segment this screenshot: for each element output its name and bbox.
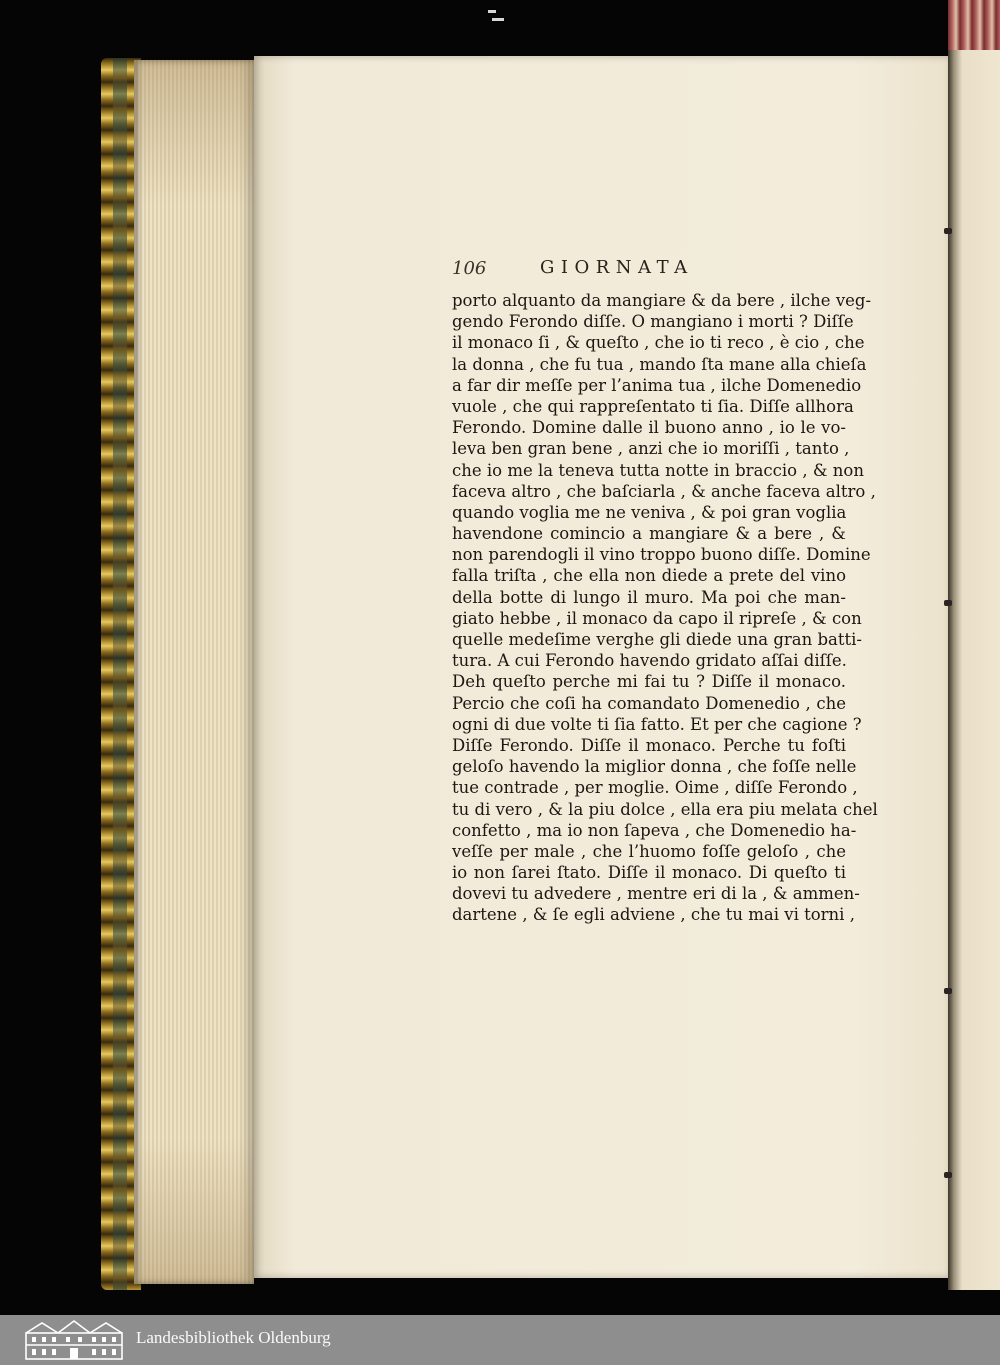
text-line: faceva altro , che baſciarla , & anche faceva altro ,	[452, 481, 876, 501]
text-line: geloſo havendo la miglior donna , che foſſe nelle	[452, 757, 857, 777]
text-line: a far dir meſſe per l’anima tua , ilche Domenedio	[452, 375, 862, 395]
binding-thread	[944, 600, 952, 606]
text-line: quelle medeſime verghe gli diede una gran batti-	[452, 630, 863, 649]
text-line: Percio che coſi ha comandato Domenedio , che	[452, 693, 846, 713]
text-line: vuole , che qui rappreſentato ti ſia. Diſſe allhora	[452, 396, 854, 416]
text-line: confetto , ma io non ſapeva , che Domenedio ha-	[452, 820, 857, 840]
text-line: che io me la teneva tutta notte in braccio , & non	[452, 460, 864, 480]
text-line: giato hebbe , il monaco da capo il ripreſe , & con	[452, 608, 862, 628]
text-line: tue contrade , per moglie. Oime , diſſe Ferondo ,	[452, 778, 858, 798]
text-line: la donna , che fu tua , mando ſta mane alla chieſa	[452, 354, 867, 374]
facing-page-gutter	[948, 50, 1000, 1290]
text-line: Ferondo. Domine dalle il buono anno , io le vo-	[452, 418, 846, 438]
text-line: quando voglia me ne veniva , & poi gran voglia	[452, 502, 847, 522]
headband-cloth	[948, 0, 1000, 52]
binding-thread	[944, 988, 952, 994]
text-line: tura. A cui Ferondo havendo gridato aſſai diſſe.	[452, 651, 847, 671]
institution-name: Landesbibliothek Oldenburg	[136, 1328, 331, 1347]
text-line: non parendogli il vino troppo buono diſſe. Domine	[452, 545, 871, 565]
text-line: dartene , & ſe egli adviene , che tu mai vi torni ,	[452, 905, 855, 925]
text-line: il monaco ſi , & queſto , che io ti reco , è cio , che	[452, 333, 865, 353]
text-line: della botte di lungo il muro. Ma poi che man-	[452, 587, 846, 607]
text-line: Diſſe Ferondo. Diſſe il monaco. Perche tu foſti	[452, 735, 846, 755]
page-text-block	[452, 257, 878, 926]
scan-corner-marks	[488, 8, 518, 28]
text-line: leva ben gran bene , anzi che io moriſſi , tanto ,	[452, 439, 850, 459]
running-head: GIORNATA	[540, 257, 694, 278]
text-line: tu di vero , & la piu dolce , ella era piu melata chel	[452, 799, 878, 819]
body-text	[452, 290, 878, 926]
binding-thread	[944, 1172, 952, 1178]
text-line: havendone comincio a mangiare & a bere , &	[452, 524, 846, 544]
page-number: 106	[452, 258, 487, 279]
text-line: Deh queſto perche mi fai tu ? Diſſe il monaco.	[452, 672, 846, 692]
page-header	[452, 258, 846, 290]
text-line: gendo Ferondo diſſe. O mangiano i morti ? Diſſe	[452, 312, 854, 332]
text-line: io non ſarei ſtato. Diſſe il monaco. Di queſto ti	[452, 863, 846, 883]
text-line: veſſe per male , che l’huomo foſſe geloſo , che	[452, 841, 846, 861]
footer-bar	[0, 1315, 1000, 1365]
library-building-icon	[22, 1319, 126, 1361]
binding-thread	[944, 228, 952, 234]
text-line: porto alquanto da mangiare & da bere , ilche veg-	[452, 291, 872, 310]
text-line: falla triſta , che ella non diede a prete del vino	[452, 566, 846, 586]
text-line: dovevi tu advedere , mentre eri di la , & ammen-	[452, 884, 860, 904]
text-line: ogni di due volte ti ſia fatto. Et per che cagione ?	[452, 714, 862, 734]
